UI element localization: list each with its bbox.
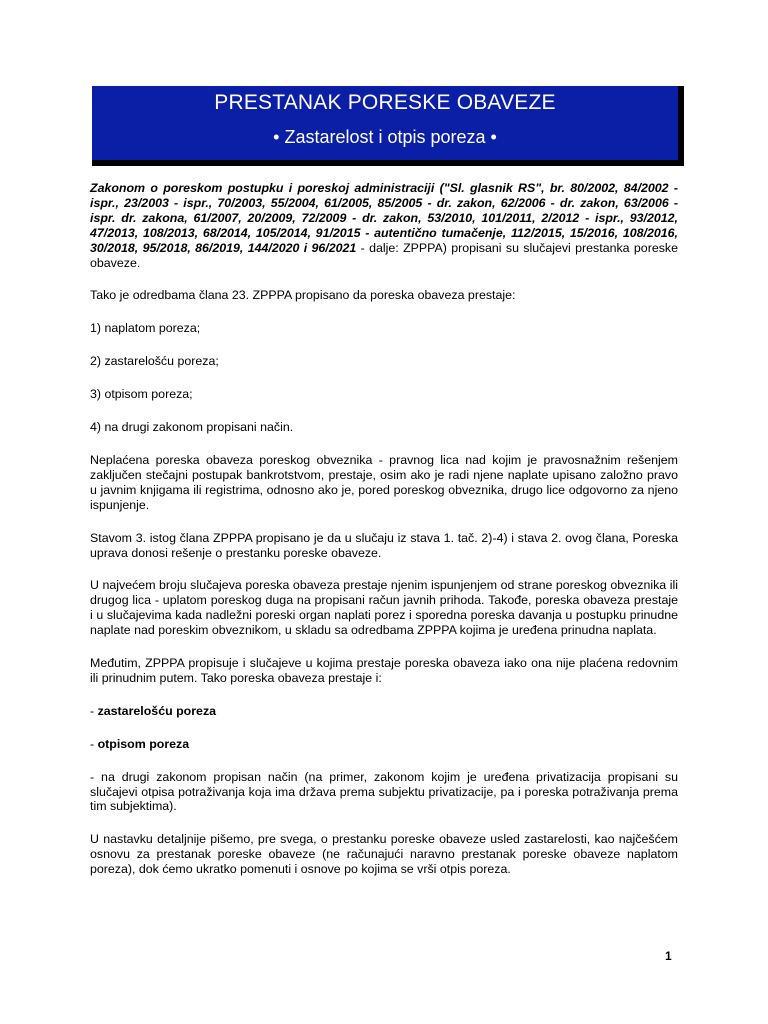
page-number: 1 [665,949,672,963]
stav3-paragraph: Stavom 3. istog člana ZPPPA propisano je da u slučaju iz stava 1. tač. 2)-4) i stava 2. ovog člana, Poreska uprava donosi rešenje o prestanku poreske obaveze. [90,530,678,560]
list-item-3: 3) otpisom poreza; [90,387,193,402]
title-banner [92,86,684,166]
document-subtitle: • Zastarelost i otpis poreza • [273,127,497,147]
bullet-statute-label: zastarelošću poreza [97,703,217,718]
bullet-dash: - [90,703,98,718]
list-item-1: 1) naplatom poreza; [90,321,201,336]
list-item-2: 2) zastarelošću poreza; [90,354,219,369]
law-citation: Zakonom o poreskom postupku i poreskoj administraciji ("Sl. glasnik RS", br. 80/2002, 84/2002 - ispr., 23/2003 - ispr., 70/2003, 55/2004, 61/2005, 85/2005 - dr. zakon, 62/2006 - dr. zakon, 63/2006 - ispr. dr. zakona, 61/2007, 20/2009, 72/2009 - dr. zakon, 53/2010, 101/2011, 2/2012 - ispr., 93/2012, 47/2013, 108/2013, 68/2014, 105/2014, 91/2015 - autentično tumačenje, 112/2015, 15/2016, 108/2016, 30/2018, 95/2018, 86/2019, 144/2020 i 96/2021 [90,181,678,255]
document-body [90,181,678,895]
intro-rest: - dalje: ZPPPA) propisani su slučajevi prestanka poreske obaveze. [90,240,678,270]
unpaid-obligation-paragraph: Neplaćena poreska obaveza poreskog obveznika - pravnog lica nad kojim je pravosnažnim rešenjem zaključen stečajni postupak bankrotstvom, prestaje, osim ako je radi njene naplate upisano založno pravo u javnim knjigama ili registrima, odnosno ako je, pored poreskog obveznika, drugo lice odgovorno za njeno ispunjenje. [90,452,678,512]
bullet-write-off [90,737,678,752]
intro-paragraph [90,181,678,270]
document-title: PRESTANAK PORESKE OBAVEZE [214,91,556,114]
majority-cases-paragraph: U najvećem broju slučajeva poreska obaveza prestaje njenim ispunjenjem od strane poreskog obveznika ili drugog lica - uplatom poreskog duga na propisani račun javnih prihoda. Takođe, poreska obaveza prestaje i u slučajevima kada nadležni poreski organ naplati porez i sporedna poreska davanja u postupku prinudne naplate nad poreskim obveznikom, u skladu sa odredbama ZPPPA kojima je uređena prinudna naplata. [90,578,678,638]
bullet-statute-of-limitations [90,704,678,719]
bullet-dash: - [90,736,98,751]
list-item-4: 4) na drugi zakonom propisani način. [90,420,294,435]
however-paragraph: Međutim, ZPPPA propisuje i slučajeve u kojima prestaje poreska obaveza iako ona nije plaćena redovnim ili prinudnim putem. Tako poreska obaveza prestaje i: [90,656,678,685]
bullet-write-off-label: otpisom poreza [97,736,190,751]
continuation-paragraph: U nastavku detaljnije pišemo, pre svega, o prestanku poreske obaveze usled zastarelosti, kao najčešćem osnovu za prestanak poreske obaveze (ne računajući naravno prestanak poreske obaveze naplatom poreza), dok ćemo ukratko pomenuti i osnove po kojima se vrši otpis poreza. [90,832,678,877]
article-paragraph: Tako je odredbama člana 23. ZPPPA propisano da poreska obaveza prestaje: [90,288,516,303]
other-method-paragraph: - na drugi zakonom propisan način (na primer, zakonom kojim je uređena privatizacija propisani su slučajevi otpisa potraživanja koja ima država prema subjektu privatizacije, pa i poreska potraživanja prema tim subjektima). [90,769,678,814]
